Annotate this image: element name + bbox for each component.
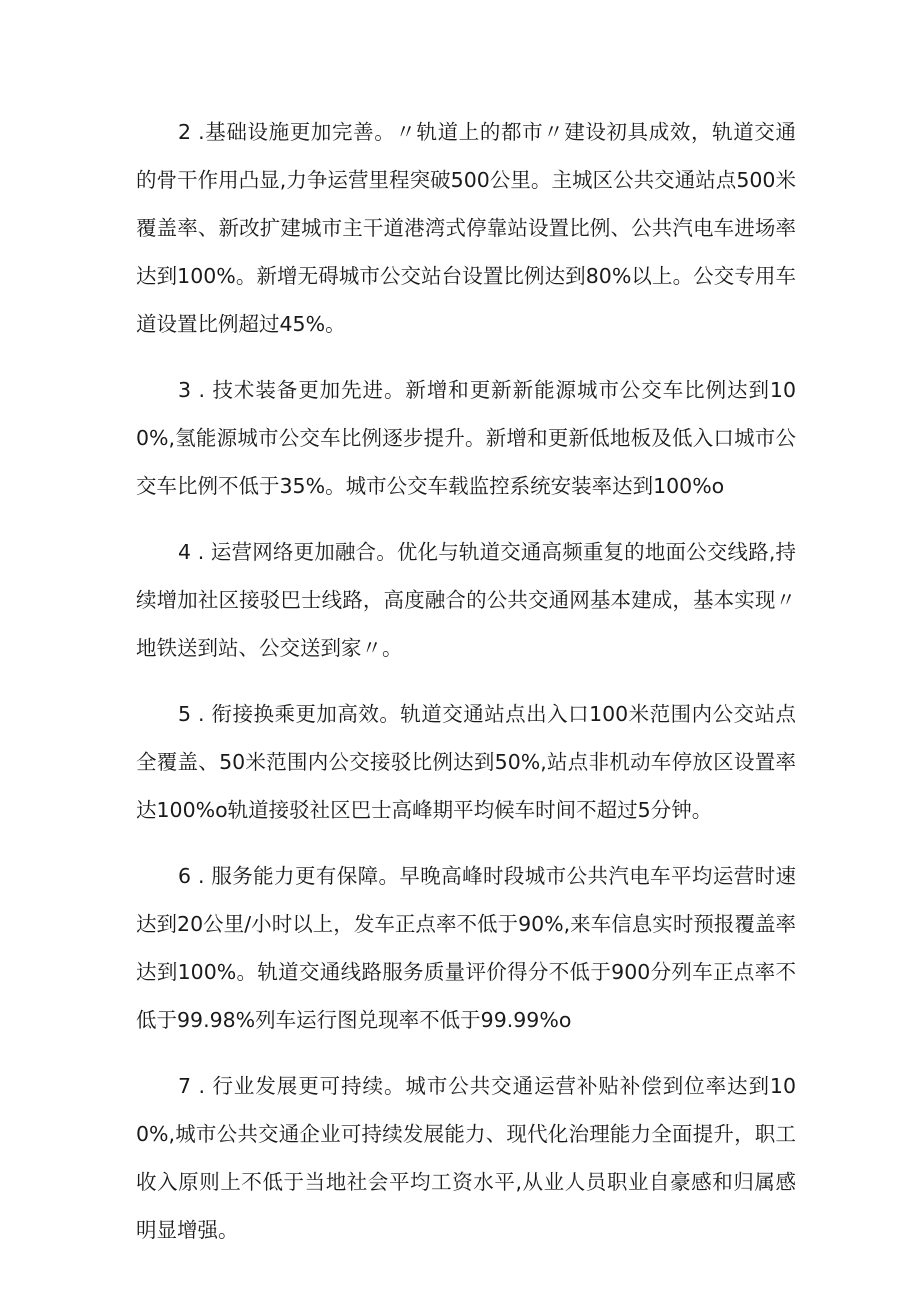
paragraph-transfer: 5 . 衔接换乘更加高效。轨道交通站点出入口100米范围内公交站点全覆盖、50米范围内公交接驳比例达到50%,站点非机动车停放区设置率达100%o轨道接驳社区巴士高峰期平均候车时间不超过5分钟。 (136, 702, 796, 822)
paragraph-infrastructure: 2 .基础设施更加完善。〃轨道上的都市〃建设初具成效，轨道交通的骨干作用凸显,力争运营里程突破500公里。主城区公共交通站点500米覆盖率、新改扩建城市主干道港湾式停靠站设置比例、公共汽电车进场率达到100%。新增无碍城市公交站台设置比例达到80%以上。公交专用车道设置比例超过45%。 (136, 120, 796, 336)
paragraph-service: 6 . 服务能力更有保障。早晚高峰时段城市公共汽电车平均运营时速达到20公里/小时以上，发车正点率不低于90%,来车信息实时预报覆盖率达到100%。轨道交通线路服务质量评价得分不低于900分列车正点率不低于99.98%列车运行图兑现率不低于99.99%o (136, 864, 796, 1032)
paragraph-equipment: 3 . 技术装备更加先进。新增和更新新能源城市公交车比例达到100%,氢能源城市公交车比例逐步提升。新增和更新低地板及低入口城市公交车比例不低于35%。城市公交车载监控系统安装率达到100%o (136, 378, 796, 498)
paragraph-sustainability: 7 . 行业发展更可持续。城市公共交通运营补贴补偿到位率达到100%,城市公共交通企业可持续发展能力、现代化治理能力全面提升，职工收入原则上不低于当地社会平均工资水平,从业人员职业自豪感和归属感明显增强。 (136, 1074, 796, 1242)
paragraph-network: 4 . 运营网络更加融合。优化与轨道交通高频重复的地面公交线路,持续增加社区接驳巴士线路，高度融合的公共交通网基本建成，基本实现〃地铁送到站、公交送到家〃。 (136, 540, 796, 660)
document-body (136, 108, 796, 1272)
